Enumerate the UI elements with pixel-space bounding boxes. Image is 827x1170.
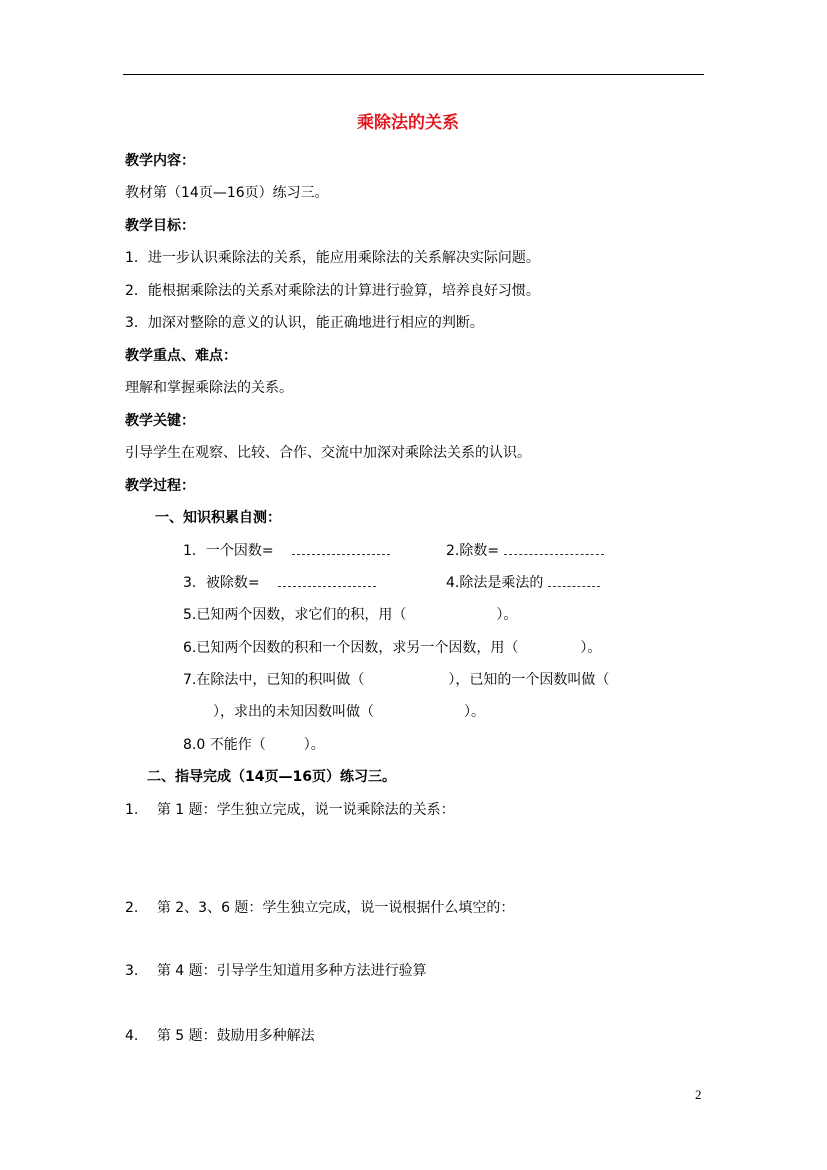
question-3-text: 3．被除数= [183, 575, 260, 591]
header-rule [123, 74, 704, 75]
answer-blank [504, 542, 604, 555]
question-7-text-d: ）。 [464, 704, 485, 720]
question-3 [183, 573, 376, 593]
answer-blank [292, 542, 390, 555]
question-2 [446, 541, 604, 561]
heading-teaching-content: 教学内容： [125, 153, 195, 169]
page-number: 2 [695, 1087, 702, 1102]
list-item-number: 2. [125, 900, 139, 916]
list-item-number: 1. [125, 802, 139, 818]
list-item-text: 第 1 题：学生独立完成，说一说乘除法的关系： [156, 802, 455, 818]
section-1-title: 一、知识积累自测： [155, 510, 281, 526]
question-7-text-b: ），已知的一个因数叫做（ [448, 672, 610, 688]
question-6 [183, 638, 601, 658]
list-item [125, 800, 455, 820]
question-6-text: 6.已知两个因数的积和一个因数，求另一个因数，用（ [183, 640, 519, 656]
question-7-text-c: ），求出的未知因数叫做（ [213, 704, 374, 720]
heading-teaching-crux: 教学关键： [125, 413, 195, 429]
question-1 [183, 541, 390, 561]
list-item-number: 3. [125, 963, 139, 979]
question-5-text: 5.已知两个因数，求它们的积，用（ [183, 607, 407, 623]
list-item-text: 第 4 题：引导学生知道用多种方法进行验算 [156, 963, 427, 979]
question-5-close: ）。 [496, 607, 518, 623]
section-2-title: 二、指导完成（14页—16页）练习三。 [147, 769, 396, 785]
list-item-number: 4. [125, 1028, 139, 1044]
question-8 [183, 735, 325, 755]
question-6-close: ）。 [580, 640, 602, 656]
list-item [125, 1026, 315, 1046]
question-8-close: ）。 [303, 737, 325, 753]
goal-1: 1．进一步认识乘除法的关系，能应用乘除法的关系解决实际问题。 [125, 250, 540, 266]
key-points-text: 理解和掌握乘除法的关系。 [125, 380, 293, 396]
answer-blank [548, 574, 600, 587]
list-item [125, 961, 427, 981]
page-title: 乘除法的关系 [357, 113, 459, 133]
goal-2: 2．能根据乘除法的关系对乘除法的计算进行验算，培养良好习惯。 [125, 283, 540, 299]
question-7-text-a: 7.在除法中，已知的积叫做（ [183, 672, 365, 688]
heading-key-points: 教学重点、难点： [125, 348, 237, 364]
heading-teaching-process: 教学过程： [125, 478, 195, 494]
question-7 [183, 670, 609, 690]
list-item-text: 第 2、3、6 题：学生独立完成，说一说根据什么填空的： [156, 900, 515, 916]
question-8-text: 8.0 不能作（ [183, 737, 266, 753]
answer-blank [278, 574, 376, 587]
question-4 [446, 573, 600, 593]
question-7-continued [213, 702, 485, 722]
question-4-text: 4.除法是乘法的 [446, 575, 544, 591]
heading-teaching-goals: 教学目标： [125, 218, 195, 234]
question-2-text: 2.除数= [446, 543, 500, 559]
teaching-crux-text: 引导学生在观察、比较、合作、交流中加深对乘除法关系的认识。 [125, 445, 531, 461]
question-1-text: 1．一个因数= [183, 543, 274, 559]
question-5 [183, 605, 517, 625]
list-item-text: 第 5 题：鼓励用多种解法 [156, 1028, 315, 1044]
goal-3: 3．加深对整除的意义的认识，能正确地进行相应的判断。 [125, 315, 484, 331]
list-item [125, 898, 514, 918]
teaching-content-text: 教材第（14页—16页）练习三。 [125, 185, 329, 201]
